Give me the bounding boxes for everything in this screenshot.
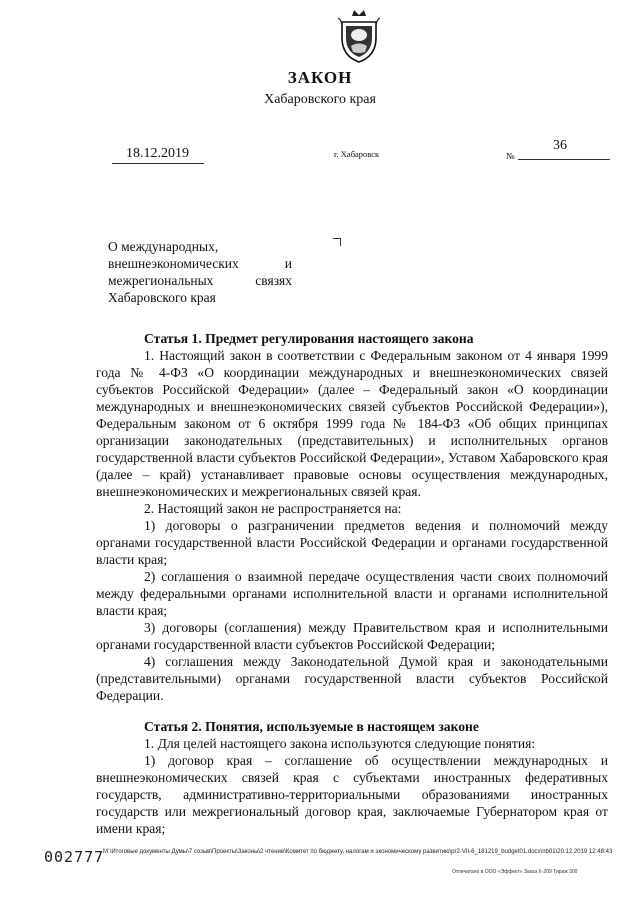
subject-line-1: О международных, (108, 239, 219, 254)
subject-word: и (284, 256, 292, 271)
law-body (96, 330, 608, 837)
corner-mark (333, 238, 341, 246)
article-1-item-1: 1) договоры о разграничении предметов ведения и полномочий между органами государственной власти Российской Федерации и органами государственной власти края; (96, 518, 608, 567)
article-2-paragraph-1: 1. Для целей настоящего закона используются следующие понятия: (144, 736, 536, 751)
subject-word: межрегиональных (108, 273, 214, 288)
document-number: 36 (553, 138, 567, 153)
number-underline (518, 159, 610, 160)
subject-line-4: Хабаровского края (108, 290, 216, 305)
article-1-item-2: 2) соглашения о взаимной передаче осуществления части своих полномочий между федеральными органами исполнительной власти и органами исполнительной власти края; (96, 569, 608, 618)
document-city: г. Хабаровск (334, 149, 380, 159)
document-date: 18.12.2019 (126, 146, 189, 161)
number-sign: № (506, 151, 515, 161)
coat-of-arms-icon (336, 8, 382, 64)
article-1-paragraph-1: 1. Настоящий закон в соответствии с Федеральным законом от 4 января 1999 года № 4-ФЗ «О координации международных и внешнеэкономических связей субъектов Российской Федерации» (далее – Федеральный закон «О координации международных и внешнеэкономических связей субъектов Российской Федерации»), Федеральным законом от 6 октября 1999 года № 184-ФЗ «Об общих принципах организации законодательных (представительных) и исполнительных органов государственной власти субъектов Российской Федерации», Уставом Хабаровского края (далее – край) устанавливает правовые основы осуществления международных, внешнеэкономических и межрегиональных связей края. (96, 348, 608, 499)
subject-word: связях (255, 273, 292, 288)
subject-word: внешнеэкономических (108, 256, 239, 271)
subject-line-2 (108, 255, 292, 272)
article-1-item-3: 3) договоры (соглашения) между Правительством края и исполнительными органами государственной власти субъектов Российской Федерации; (96, 620, 608, 652)
document-type-title: ЗАКОН (287, 68, 353, 87)
spacer (96, 704, 608, 718)
article-1-paragraph-2: 2. Настоящий закон не распространяется на: (144, 501, 402, 516)
footer-document-code: 002777 (44, 848, 105, 866)
footer-print-info: Отпечатано в ООО «Эффект» Заказ Х-209 Тираж 300 (452, 869, 578, 875)
article-2-heading: Статья 2. Понятия, используемые в настоящем законе (144, 719, 479, 734)
date-underline (112, 163, 204, 164)
subject-line-3 (108, 272, 292, 289)
article-1-item-4: 4) соглашения между Законодательной Думой края и законодательными (представительными) органами государственной власти субъектов Российской Федерации. (96, 654, 608, 703)
footer-file-path: M:\Итоговые документы Думы\7 созыв\Проекты\Законы\2 чтение\Комитет по бюджету, налогам и экономическому развитию\pr2-VII-6_181219_budget01.docx\nb01\20.12.2019 12:48:43 (103, 849, 613, 855)
region-subtitle: Хабаровского края (264, 92, 376, 107)
article-1-heading: Статья 1. Предмет регулирования настоящего закона (144, 331, 474, 346)
article-2-item-1: 1) договор края – соглашение об осуществлении международных и внешнеэкономических связей края с субъектами иностранных федеративных государств, административно-территориальными образованиями иностранных государств или межрегиональный договор края, заключаемые Губернатором края от имени края; (96, 753, 608, 836)
